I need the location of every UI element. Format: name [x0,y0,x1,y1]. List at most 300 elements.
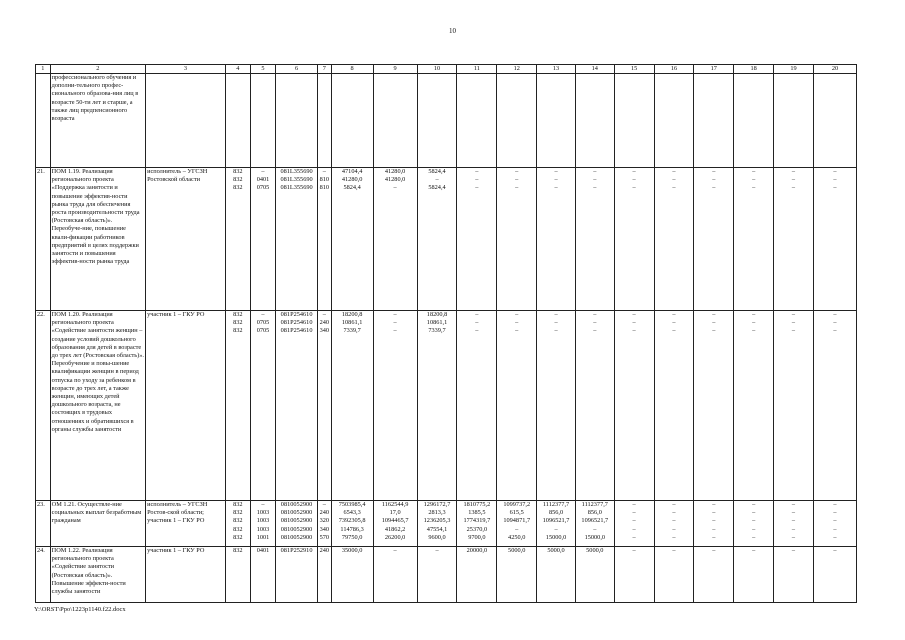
executor: участник 1 – ГКУ РО [146,547,226,603]
row-number: 24. [36,547,51,603]
cell-value: – [672,517,676,525]
column-header: 16 [654,65,694,74]
cell-value: – [712,501,716,508]
value-cell-c14 [575,311,614,501]
cell-value: 081L355690 [280,184,313,192]
cell-value: – [632,168,636,175]
value-cell-c18 [734,547,774,603]
value-cell-c6 [276,547,318,603]
cell-value: – [712,176,716,184]
value-cell-c4 [225,74,250,168]
cell-value: 1003 [256,525,270,533]
row-number: 22. [36,311,51,501]
measure-name: ПОМ 1.19. Реализация регионального проекта «Поддержка занятости и повышение эффектив-ности рынка труда для обеспечения роста производительности труда (Ростовская область)». Переобуче-ние, повышение квали-фикации работников предприятий в целях поддержки занятости и повышения эффектив-ности рынка труда [50,168,145,311]
cell-value: – [475,327,479,335]
cell-value: – [752,517,756,525]
cell-value: – [712,319,716,327]
cell-value: 0705 [256,184,270,192]
cell-value: 7339,7 [428,327,446,335]
cell-value: 1385,5 [468,509,486,517]
cell-value: 832 [233,517,243,525]
value-cell-c9 [373,547,417,603]
column-header: 1 [36,65,51,74]
value-cell-c14 [575,501,614,547]
value-cell-c16 [654,501,694,547]
table-row [36,74,857,168]
cell-value: 0810052900 [280,501,313,508]
value-cell-c7 [318,311,332,501]
cell-value: – [833,517,837,525]
value-cell-c11 [457,74,497,168]
cell-value: 1096521,7 [581,517,609,525]
cell-value: 5000,0 [547,547,565,554]
value-cell-c4 [225,547,250,603]
cell-value: 20000,0 [466,547,488,554]
cell-value: 114786,3 [340,525,364,533]
cell-value: – [833,168,837,175]
cell-value: 832 [233,184,243,192]
cell-value: – [475,311,479,318]
cell-value: 832 [233,176,243,184]
value-cell-c9 [373,311,417,501]
cell-value: – [515,319,519,327]
value-cell-c13 [537,547,576,603]
cell-value: 10861,1 [426,319,448,327]
cell-value: 1003 [256,517,270,525]
executor: участник 1 – ГКУ РО [146,311,226,501]
cell-value: – [833,327,837,335]
cell-value: – [791,533,796,541]
cell-value: 0401 [256,547,270,554]
value-cell-c19 [774,501,814,547]
cell-value: 810 [319,176,330,184]
cell-value: 9700,0 [468,533,486,541]
cell-value: – [752,533,756,541]
cell-value: – [833,311,837,318]
cell-value: – [791,184,796,192]
cell-value: – [322,311,326,318]
value-cell-c10 [417,501,457,547]
value-cell-c14 [575,547,614,603]
cell-value: – [593,184,597,192]
cell-value: – [632,517,636,525]
cell-value: 41862,2 [384,525,406,533]
cell-value: 081L355690 [280,176,313,184]
value-cell-c5 [250,74,275,168]
cell-value: 1296172,7 [423,501,451,508]
cell-value: – [632,311,636,318]
cell-value: 1112377,7 [542,501,570,508]
value-cell-c11 [457,547,497,603]
cell-value: – [554,525,558,533]
cell-value: 7503985,4 [338,501,366,508]
value-cell-c13 [537,168,576,311]
cell-value: 0401 [256,176,270,184]
value-cell-c17 [694,547,734,603]
value-cell-c8 [331,74,373,168]
cell-value: 41280,0 [384,176,406,184]
cell-value: 1236205,3 [423,517,451,525]
cell-value: – [833,525,837,533]
cell-value: – [554,176,558,184]
cell-value: 1774319,7 [463,517,491,525]
cell-value: 18200,8 [341,311,363,318]
value-cell-c20 [813,547,856,603]
cell-value: 41280,0 [384,168,406,175]
measure-name: ПОМ 1.20. Реализация регионального проекта «Содействие занятости женщин – создание условий дошкольного образования для детей в возрасте до трех лет (Ростовская область)». Переобучение и повы-шение квалификации женщин в период отпуска по уходу за ребенком в возрасте до трех лет, а также женщин, имеющих детей дошкольного возраста, не состоящих в трудовых отношениях и обратившихся в органы службы занятости [50,311,145,501]
cell-value: 0810052900 [280,517,313,525]
column-number-row [36,65,857,74]
cell-value: 1112377,7 [581,501,608,508]
value-cell-c6 [276,74,318,168]
column-header: 14 [575,65,614,74]
column-header: 7 [318,65,332,74]
cell-value: 832 [233,501,243,508]
cell-value: 15000,0 [584,533,606,541]
cell-value: 47104,4 [341,168,363,175]
column-header: 3 [146,65,226,74]
value-cell-c18 [734,311,774,501]
value-cell-c8 [331,311,373,501]
value-cell-c11 [457,168,497,311]
cell-value: – [712,327,716,335]
cell-value: 1096521,7 [542,517,570,525]
cell-value: 081P252910 [280,547,313,554]
cell-value: 35000,0 [341,547,363,554]
column-header: 9 [373,65,417,74]
column-header: 17 [694,65,734,74]
cell-value: 5824,4 [428,168,446,175]
cell-value: 832 [233,311,243,318]
cell-value: 25370,0 [466,525,488,533]
value-cell-c12 [497,168,537,311]
value-cell-c6 [276,168,318,311]
cell-value: 47554,1 [426,525,448,533]
cell-value: 081L355690 [280,168,313,175]
value-cell-c14 [575,74,614,168]
value-cell-c10 [417,311,457,501]
cell-value: – [672,176,676,184]
cell-value: 081P254610 [280,311,313,318]
cell-value: – [791,327,796,335]
column-header: 18 [734,65,774,74]
column-header: 13 [537,65,576,74]
cell-value: 570 [319,533,330,541]
value-cell-c8 [331,501,373,547]
cell-value: – [833,184,837,192]
cell-value: 832 [233,509,243,517]
value-cell-c16 [654,74,694,168]
cell-value: 340 [319,525,330,533]
cell-value: – [791,517,796,525]
column-header: 20 [813,65,856,74]
cell-value: – [791,311,796,318]
cell-value: 240 [319,509,330,517]
footer-file-path: Y:\ORST\Ppo\1223p1140.f22.docx [34,606,126,613]
cell-value: – [632,547,636,554]
cell-value: – [672,327,676,335]
cell-value: – [833,547,837,554]
column-header: 6 [276,65,318,74]
executor: исполнитель – УГСЗН Ростов-ской области; участник 1 – ГКУ РО [146,501,226,547]
value-cell-c20 [813,501,856,547]
row-number [36,74,51,168]
cell-value: 0705 [256,327,270,335]
cell-value: – [672,533,676,541]
cell-value: – [593,327,597,335]
cell-value: – [475,176,479,184]
cell-value: – [554,168,558,175]
value-cell-c16 [654,168,694,311]
value-cell-c6 [276,501,318,547]
cell-value: – [752,525,756,533]
cell-value: 9600,0 [428,533,446,541]
cell-value: – [632,176,636,184]
value-cell-c7 [318,74,332,168]
row-number: 21. [36,168,51,311]
column-header: 11 [457,65,497,74]
cell-value: – [322,501,326,508]
cell-value: – [593,311,597,318]
cell-value: – [672,319,676,327]
table-row [36,168,857,311]
cell-value: 0810052900 [280,533,313,541]
cell-value: – [632,319,636,327]
cell-value: – [752,176,756,184]
cell-value: 17,0 [389,509,401,517]
cell-value: – [672,525,676,533]
cell-value: 340 [319,327,330,335]
cell-value: 0810052900 [280,509,313,517]
cell-value: 832 [233,327,243,335]
value-cell-c13 [537,311,576,501]
value-cell-c19 [774,547,814,603]
value-cell-c8 [331,547,373,603]
value-cell-c5 [250,168,275,311]
cell-value: – [322,168,326,175]
value-cell-c17 [694,501,734,547]
cell-value: – [515,168,519,175]
cell-value: – [554,184,558,192]
cell-value: 0705 [256,319,270,327]
cell-value: – [752,501,756,508]
cell-value: – [791,501,796,508]
cell-value: 856,0 [587,509,602,517]
value-cell-c17 [694,311,734,501]
cell-value: – [632,525,636,533]
cell-value: – [515,176,519,184]
value-cell-c20 [813,74,856,168]
table-row [36,311,857,501]
cell-value: – [712,311,716,318]
cell-value: – [712,184,716,192]
cell-value: 1162544,9 [381,501,409,508]
cell-value: 41280,0 [341,176,363,184]
value-cell-c12 [497,547,537,603]
cell-value: – [435,547,439,554]
cell-value: – [435,176,439,184]
cell-value: 26200,0 [384,533,406,541]
row-number: 23. [36,501,51,547]
value-cell-c6 [276,311,318,501]
cell-value: 832 [233,168,243,175]
value-cell-c14 [575,168,614,311]
value-cell-c18 [734,168,774,311]
value-cell-c4 [225,501,250,547]
cell-value: – [712,547,716,554]
column-header: 5 [250,65,275,74]
cell-value: – [672,509,676,517]
value-cell-c19 [774,168,814,311]
executor [146,74,226,168]
cell-value: – [393,319,397,327]
value-cell-c15 [614,311,654,501]
cell-value: – [393,327,397,335]
cell-value: – [393,311,397,318]
value-cell-c20 [813,168,856,311]
value-cell-c9 [373,501,417,547]
cell-value: – [632,509,636,517]
cell-value: – [515,184,519,192]
cell-value: – [791,547,796,554]
value-cell-c5 [250,547,275,603]
cell-value: 615,5 [509,509,524,517]
cell-value: – [672,547,676,554]
cell-value: 856,0 [548,509,564,517]
cell-value: – [833,533,837,541]
cell-value: – [752,311,756,318]
value-cell-c12 [497,311,537,501]
cell-value: 2813,3 [428,509,446,517]
value-cell-c18 [734,501,774,547]
executor: исполнитель – УГСЗН Ростовской области [146,168,226,311]
cell-value: 240 [319,319,330,327]
cell-value: – [712,517,716,525]
cell-value: 810 [319,184,330,192]
cell-value: 240 [319,547,330,554]
cell-value: – [632,501,636,508]
value-cell-c15 [614,501,654,547]
cell-value: – [593,168,597,175]
cell-value: 5824,4 [343,184,361,192]
value-cell-c19 [774,74,814,168]
cell-value: – [791,176,796,184]
value-cell-c11 [457,501,497,547]
column-header: 19 [774,65,814,74]
cell-value: 081P254610 [280,327,313,335]
table-row [36,547,857,603]
value-cell-c18 [734,74,774,168]
value-cell-c4 [225,168,250,311]
cell-value: 832 [233,533,243,541]
cell-value: – [791,319,796,327]
cell-value: 081P254610 [280,319,313,327]
cell-value: – [833,501,837,508]
cell-value: – [554,327,558,335]
cell-value: 10861,1 [341,319,363,327]
cell-value: – [752,168,756,175]
value-cell-c9 [373,168,417,311]
cell-value: – [712,533,716,541]
cell-value: – [712,168,716,175]
cell-value: – [393,184,397,192]
cell-value: – [475,319,479,327]
cell-value: – [752,184,756,192]
value-cell-c17 [694,74,734,168]
value-cell-c17 [694,168,734,311]
cell-value: 320 [319,517,330,525]
cell-value: – [791,509,796,517]
cell-value: – [593,525,597,533]
cell-value: – [593,319,597,327]
value-cell-c15 [614,168,654,311]
cell-value: 7392305,8 [338,517,366,525]
value-cell-c10 [417,74,457,168]
value-cell-c15 [614,74,654,168]
cell-value: 15000,0 [545,533,567,541]
cell-value: 1094871,7 [503,517,531,525]
cell-value: – [632,327,636,335]
cell-value: 832 [233,525,243,533]
value-cell-c16 [654,547,694,603]
value-cell-c16 [654,311,694,501]
page-number: 10 [449,27,456,35]
cell-value: – [752,319,756,327]
cell-value: – [554,319,558,327]
value-cell-c7 [318,547,332,603]
value-cell-c12 [497,501,537,547]
measure-name: ПОМ 1.22. Реализация регионального проекта «Содействие занятости (Ростовская область)». Повышение эффекти-ности службы занятости [50,547,145,603]
column-header: 2 [50,65,145,74]
cell-value: 0810052900 [280,525,313,533]
cell-value: – [833,176,837,184]
cell-value: – [791,168,796,175]
column-header: 8 [331,65,373,74]
value-cell-c15 [614,547,654,603]
cell-value: – [632,533,636,541]
cell-value: 1810775,2 [463,501,491,508]
cell-value: – [833,509,837,517]
cell-value: – [393,547,397,554]
value-cell-c11 [457,311,497,501]
cell-value: – [791,525,796,533]
cell-value: – [632,184,636,192]
cell-value: 6543,3 [343,509,361,517]
value-cell-c7 [318,501,332,547]
value-cell-c4 [225,311,250,501]
cell-value: – [752,327,756,335]
cell-value: – [672,168,676,175]
value-cell-c19 [774,311,814,501]
column-header: 4 [225,65,250,74]
budget-table [35,64,857,603]
cell-value: 832 [233,547,243,554]
cell-value: – [672,311,676,318]
cell-value: 79750,0 [341,533,363,541]
value-cell-c10 [417,547,457,603]
cell-value: 832 [233,319,243,327]
column-header: 12 [497,65,537,74]
cell-value: – [515,327,519,335]
cell-value: 1094465,7 [381,517,409,525]
cell-value: – [261,311,265,318]
value-cell-c20 [813,311,856,501]
cell-value: – [475,168,479,175]
cell-value: – [712,525,716,533]
cell-value: 7339,7 [343,327,361,335]
cell-value: 18200,8 [426,311,448,318]
value-cell-c12 [497,74,537,168]
